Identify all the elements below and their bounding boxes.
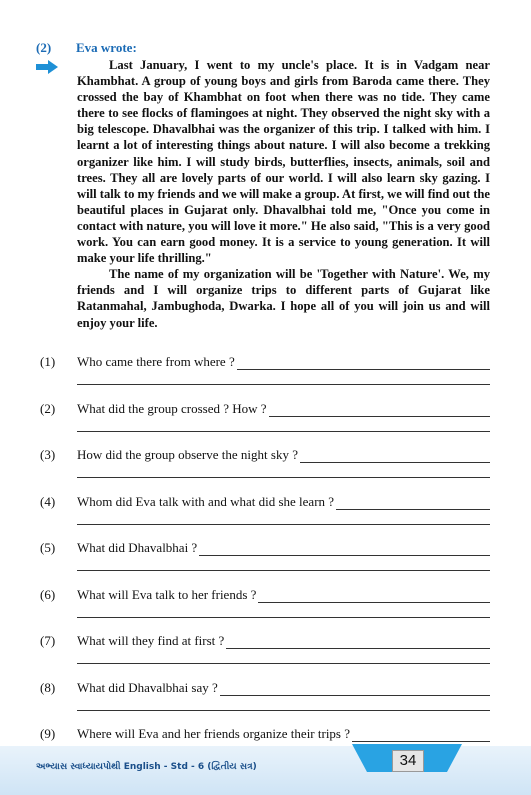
answer-line[interactable]	[77, 431, 490, 432]
answer-line[interactable]	[258, 591, 490, 603]
question-item	[40, 540, 490, 587]
question-number: (7)	[40, 633, 56, 648]
question-number: (3)	[40, 447, 56, 462]
question-number: (6)	[40, 586, 56, 602]
question-item	[40, 447, 490, 494]
question-text: Who came there from where ?	[77, 354, 235, 369]
answer-line[interactable]	[220, 684, 490, 696]
question-number: (2)	[40, 400, 56, 416]
passage-text	[77, 57, 490, 331]
question-number: (5)	[40, 540, 56, 555]
question-text: What did Dhavalbhai ?	[77, 540, 198, 555]
question-number: (1)	[40, 354, 56, 369]
passage-number: (2)	[36, 40, 52, 55]
question-item	[40, 494, 490, 541]
question-text: Where will Eva and her friends organize their trips ?	[77, 726, 351, 741]
arrow-right-icon	[36, 60, 58, 74]
question-text: What will they find at first ?	[77, 633, 225, 648]
answer-line[interactable]	[77, 384, 490, 385]
answer-line[interactable]	[300, 451, 490, 463]
answer-line[interactable]	[352, 730, 490, 742]
question-text: How did the group observe the night sky ?	[77, 447, 298, 462]
question-item	[40, 401, 490, 448]
answer-line[interactable]	[226, 637, 490, 649]
page-number: 34	[392, 750, 424, 772]
question-number: (9)	[40, 726, 56, 741]
question-item	[40, 633, 490, 680]
answer-line[interactable]	[77, 710, 490, 711]
question-item	[40, 680, 490, 727]
question-number: (4)	[40, 493, 56, 509]
question-text: Whom did Eva talk with and what did she learn ?	[77, 493, 335, 509]
answer-line[interactable]	[77, 617, 490, 618]
footer-book-title: અભ્યાસ સ્વાધ્યાયપોથી English - Std - 6 (દ્વિતીય સત્ર)	[36, 762, 257, 772]
question-item	[40, 587, 490, 634]
passage-title: Eva wrote:	[76, 40, 137, 55]
answer-line[interactable]	[77, 524, 490, 525]
question-text: What did the group crossed ? How ?	[77, 400, 267, 416]
question-list	[40, 354, 490, 773]
answer-line[interactable]	[199, 544, 490, 556]
question-item	[40, 354, 490, 401]
answer-line[interactable]	[77, 570, 490, 571]
answer-line[interactable]	[77, 477, 490, 478]
question-text: What will Eva talk to her friends ?	[77, 586, 257, 602]
passage-header	[36, 40, 137, 56]
question-number: (8)	[40, 679, 56, 695]
answer-line[interactable]	[269, 405, 490, 417]
answer-line[interactable]	[77, 663, 490, 664]
question-text: What did Dhavalbhai say ?	[77, 679, 218, 695]
paragraph: The name of my organization will be 'Together with Nature'. We, my friends and I will organize trips to different parts of Gujarat like Ratanmahal, Jambughoda, Dwarka. I hope all of you will join us and will enjoy your life.	[77, 267, 490, 330]
answer-line[interactable]	[336, 498, 490, 510]
paragraph: Last January, I went to my uncle's place. It is in Vadgam near Khambhat. A group of young boys and girls from Baroda came there. They crossed the bay of Khambhat on foot when there was no tide. They came there to see flocks of flamingoes at night. They observed the night sky with a big telescope. Dhavalbhai was the organizer of this trip. I talked with him. I learnt a lot of interesting things about nature. I will also become a trekking organizer like him. I will study birds, butterflies, insects, animals, soil and trees. They all are lovely parts of our world. I will also learn sky gazing. I will talk to my friends and we will make a group. At first, we will find out the beautiful places in Gujarat only. Dhavalbhai told me, "Once you come in contact with nature, you will love it more." He also said, "This is a very good work. You can earn good money. It is a service to young generation. It will make your life thrilling."	[77, 58, 490, 266]
answer-line[interactable]	[237, 358, 490, 370]
